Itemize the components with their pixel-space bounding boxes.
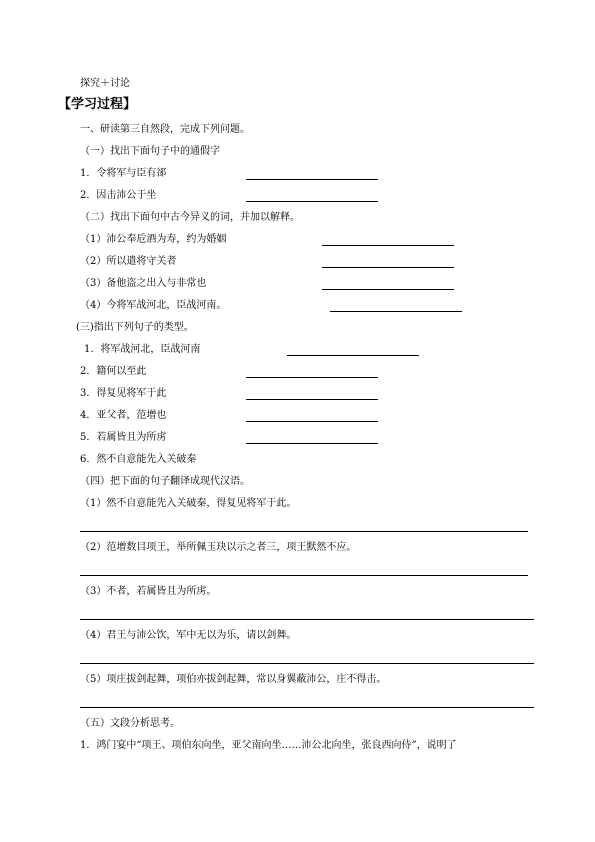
part3-title: (三)指出下列句子的类型。	[76, 322, 194, 333]
part2-item-3: （3）备他盗之出入与非常也	[80, 278, 207, 289]
part3-item-1: 1．将军战河北，臣战河南	[84, 344, 201, 355]
part1-item-1: 1．令将军与臣有郤	[80, 168, 167, 179]
translation-line[interactable]	[80, 707, 534, 708]
answer-line[interactable]	[322, 245, 454, 246]
answer-line[interactable]	[330, 311, 462, 312]
part4-item-3: （3）不者，若属皆且为所虏。	[80, 586, 217, 597]
method-label: 探究＋讨论	[80, 78, 130, 89]
section-heading: 【学习过程】	[58, 97, 137, 112]
answer-line[interactable]	[246, 179, 378, 180]
translation-line[interactable]	[80, 663, 534, 664]
part4-item-5: （5）项庄拔剑起舞，项伯亦拔剑起舞，常以身翼蔽沛公，庄不得击。	[80, 674, 387, 685]
answer-line[interactable]	[246, 421, 378, 422]
translation-line[interactable]	[80, 619, 534, 620]
part3-item-6: 6．然不自意能先入关破秦	[80, 454, 197, 465]
part3-item-3: 3．得复见将军于此	[80, 388, 167, 399]
part3-item-5: 5．若属皆且为所虏	[80, 432, 167, 443]
part5-question-1: 1．鸿门宴中“项王、项伯东向坐，亚父南向坐……沛公北向坐，张良西向侍”，说明了	[80, 740, 457, 751]
part2-title: （二）找出下面句中古今异义的词，并加以解释。	[80, 212, 300, 223]
answer-line[interactable]	[246, 399, 378, 400]
part3-item-4: 4．亚父者，范增也	[80, 410, 167, 421]
translation-line[interactable]	[80, 531, 528, 532]
part2-item-1: （1）沛公奉卮酒为寿，约为婚姻	[80, 234, 227, 245]
task-intro: 一、研读第三自然段，完成下列问题。	[80, 124, 250, 135]
answer-line[interactable]	[246, 201, 378, 202]
answer-line[interactable]	[287, 355, 419, 356]
part4-title: （四）把下面的句子翻译成现代汉语。	[80, 476, 250, 487]
part4-item-1: （1）然不自意能先入关破秦，得复见将军于此。	[80, 498, 297, 509]
answer-line[interactable]	[322, 289, 454, 290]
part2-item-2: （2）所以遣将守关者	[80, 256, 177, 267]
part5-title: （五）文段分析思考。	[80, 718, 180, 729]
part3-item-2: 2．籍何以至此	[80, 366, 147, 377]
part1-item-2: 2．因击沛公于坐	[80, 190, 157, 201]
answer-line[interactable]	[246, 443, 378, 444]
part1-title: （一）找出下面句子中的通假字	[80, 146, 220, 157]
part4-item-2: （2）范增数目项王，举所佩玉玦以示之者三，项王默然不应。	[80, 542, 357, 553]
answer-line[interactable]	[246, 377, 378, 378]
part4-item-4: （4）君王与沛公饮，军中无以为乐，请以剑舞。	[80, 630, 297, 641]
translation-line[interactable]	[80, 575, 528, 576]
part2-item-4: （4）今将军战河北，臣战河南。	[80, 300, 227, 311]
answer-line[interactable]	[322, 267, 454, 268]
